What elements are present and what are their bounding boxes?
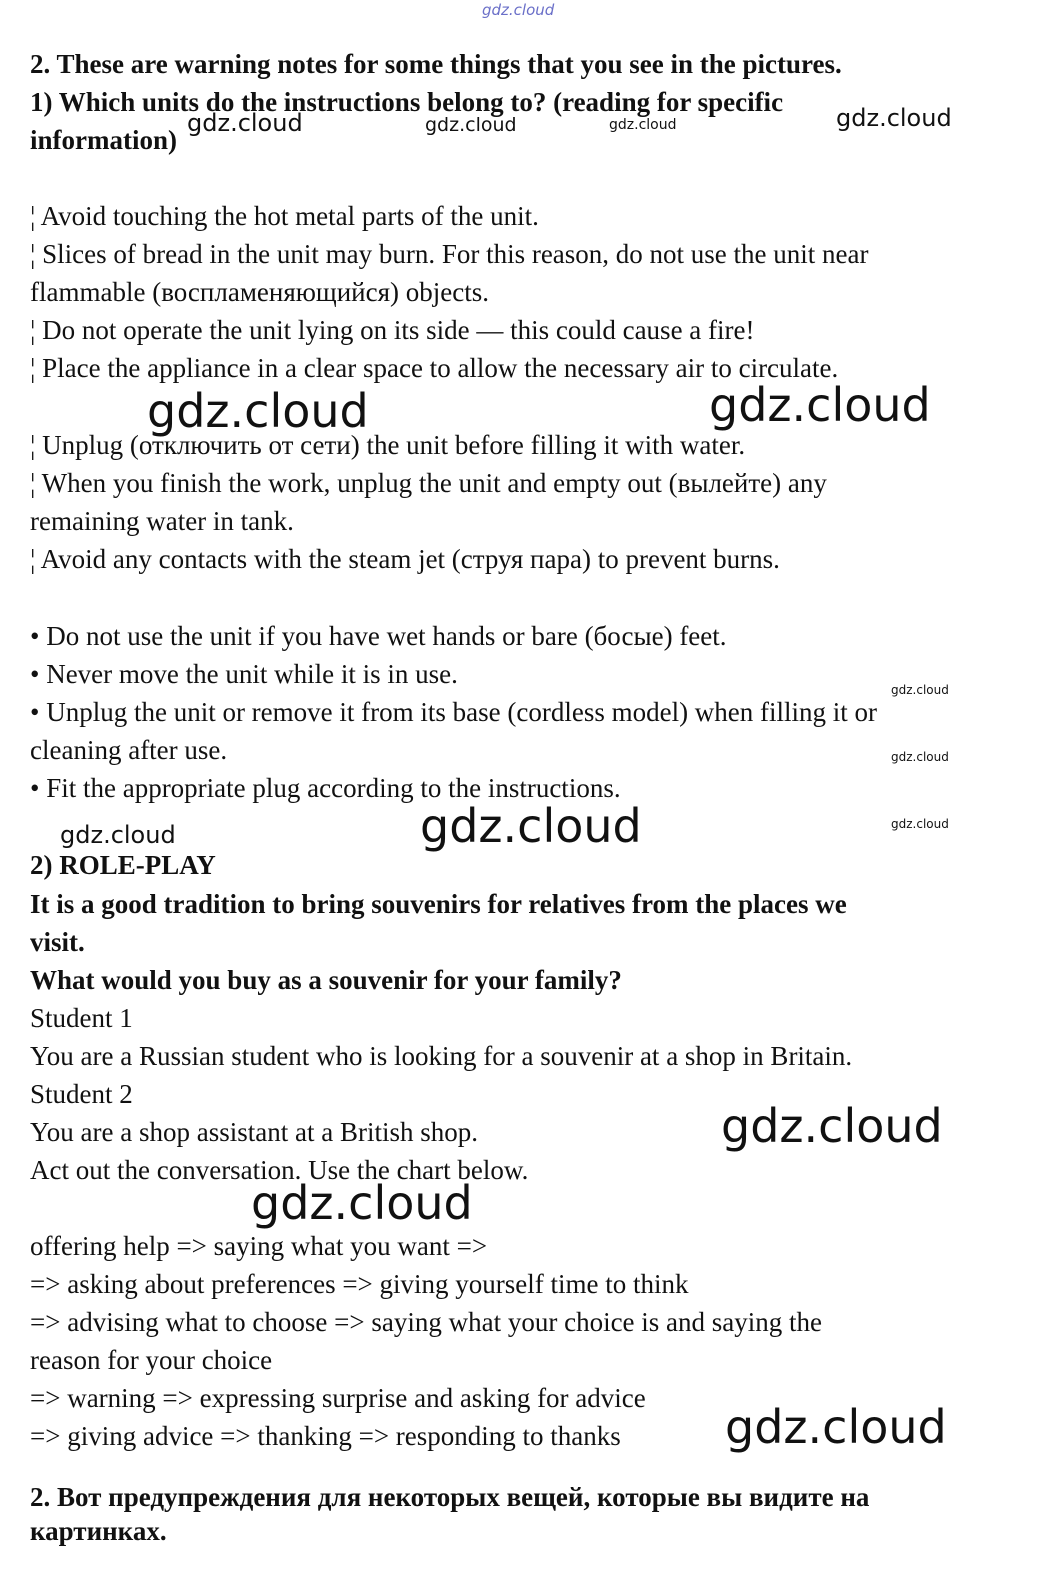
watermark: gdz.cloud xyxy=(721,1099,943,1153)
warning-line: remaining water in tank. xyxy=(30,506,294,536)
warning-line: ¦ Slices of bread in the unit may burn. For this reason, do not use the unit near xyxy=(30,239,869,269)
student-2-label: Student 2 xyxy=(30,1079,133,1109)
roleplay-intro-line-2: visit. xyxy=(30,927,85,957)
watermark: gdz.cloud xyxy=(609,117,677,133)
watermark: gdz.cloud xyxy=(425,114,517,136)
warning-line: ¦ Place the appliance in a clear space to allow the necessary air to circulate. xyxy=(30,353,839,383)
warning-line: cleaning after use. xyxy=(30,735,228,765)
watermark: gdz.cloud xyxy=(147,384,369,438)
chart-line: reason for your choice xyxy=(30,1345,273,1375)
watermark: gdz.cloud xyxy=(891,683,949,697)
warning-line: ¦ Unplug (отключить от сети) the unit before filling it with water. xyxy=(30,430,746,460)
watermark: gdz.cloud xyxy=(725,1400,947,1454)
roleplay-intro-line-1: It is a good tradition to bring souvenirs for relatives from the places we xyxy=(30,889,847,919)
warning-line: ¦ Avoid any contacts with the steam jet (струя пара) to prevent burns. xyxy=(30,544,780,574)
translation-line-1: 2. Вот предупреждения для некоторых вещей, которые вы видите на xyxy=(30,1482,870,1512)
watermark: gdz.cloud xyxy=(187,109,303,137)
warning-line: • Never move the unit while it is in use. xyxy=(30,659,458,689)
section-title: 2. These are warning notes for some things that you see in the pictures. xyxy=(30,49,842,79)
student-2-text: You are a shop assistant at a British shop. xyxy=(30,1117,478,1147)
watermark: gdz.cloud xyxy=(891,817,949,831)
warning-line: • Do not use the unit if you have wet hands or bare (босые) feet. xyxy=(30,621,727,651)
chart-line: => giving advice => thanking => responding to thanks xyxy=(30,1421,621,1451)
watermark: gdz.cloud xyxy=(891,750,949,764)
warning-line: • Unplug the unit or remove it from its base (cordless model) when filling it or xyxy=(30,697,878,727)
student-1-label: Student 1 xyxy=(30,1003,133,1033)
warning-line: ¦ Do not operate the unit lying on its side — this could cause a fire! xyxy=(30,315,755,345)
roleplay-instruction: Act out the conversation. Use the chart below. xyxy=(30,1155,529,1185)
watermark: gdz.cloud xyxy=(709,378,931,432)
chart-line: => advising what to choose => saying what your choice is and saying the xyxy=(30,1307,823,1337)
warning-line: • Fit the appropriate plug according to the instructions. xyxy=(30,773,621,803)
question-1-line-2: information) xyxy=(30,125,177,155)
chart-line: => warning => expressing surprise and asking for advice xyxy=(30,1383,646,1413)
watermark: gdz.cloud xyxy=(251,1176,473,1230)
student-1-text: You are a Russian student who is looking for a souvenir at a shop in Britain. xyxy=(30,1041,853,1071)
watermark: gdz.cloud xyxy=(60,821,176,849)
question-1-line-1: 1) Which units do the instructions belong to? (reading for specific xyxy=(30,87,784,117)
roleplay-question: What would you buy as a souvenir for your family? xyxy=(30,965,622,995)
chart-line: offering help => saying what you want => xyxy=(30,1231,488,1261)
chart-line: => asking about preferences => giving yourself time to think xyxy=(30,1269,689,1299)
warning-line: ¦ When you finish the work, unplug the unit and empty out (вылейте) any xyxy=(30,468,827,498)
warning-line: flammable (воспламеняющийся) objects. xyxy=(30,277,489,307)
warning-line: ¦ Avoid touching the hot metal parts of the unit. xyxy=(30,201,539,231)
watermark: gdz.cloud xyxy=(420,799,642,853)
translation-line-2: картинках. xyxy=(30,1516,167,1546)
roleplay-heading: 2) ROLE-PLAY xyxy=(30,850,216,880)
watermark-top: gdz.cloud xyxy=(482,1,555,19)
watermark: gdz.cloud xyxy=(836,104,952,132)
